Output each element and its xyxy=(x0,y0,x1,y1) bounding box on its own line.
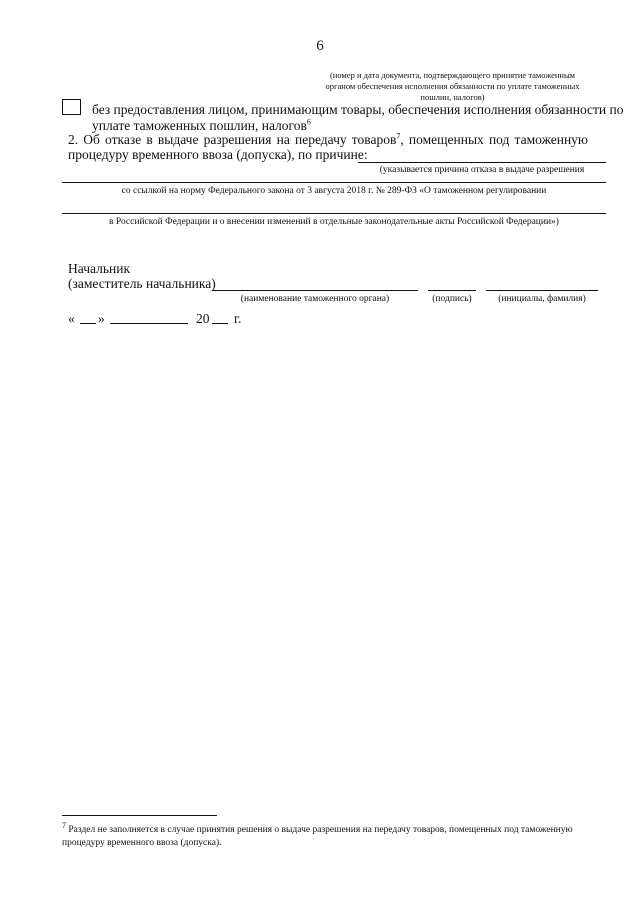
law-reference-line2: в Российской Федерации и о внесении изменений в отдельные законодательные акты Российской Федерации») xyxy=(109,217,559,227)
date-month-field[interactable] xyxy=(110,323,188,324)
footnote-ref-7: 7 xyxy=(396,131,401,141)
date-day-field[interactable] xyxy=(80,323,96,324)
footnote-ref-6: 6 xyxy=(306,117,311,127)
footnote-text: Раздел не заполняется в случае принятия решения о выдаче разрешения на передачу товаров, помещенных под таможенную процедуру временного ввоза (допуска). xyxy=(62,825,573,848)
signature-caption: (подпись) xyxy=(432,294,472,304)
date-quote-open: « xyxy=(68,311,75,326)
law-reference-line1: со ссылкой на норму Федерального закона от 3 августа 2018 г. № 289-ФЗ «О таможенном регулировании xyxy=(121,186,547,196)
signatory-title: Начальник xyxy=(68,261,131,276)
refusal-reason-field[interactable] xyxy=(358,162,606,163)
refusal-reason-field-line2[interactable] xyxy=(62,182,606,183)
date-year-prefix: 20 xyxy=(196,311,210,326)
checkbox-option-line1: без предоставления лицом, принимающим товары, обеспечения исполнения обязанности по xyxy=(92,102,624,117)
refusal-reason-field-line3[interactable] xyxy=(62,213,606,214)
full-name-field[interactable] xyxy=(486,290,598,291)
section2-heading-part2: , помещенных под таможенную xyxy=(400,132,588,147)
full-name-caption: (инициалы, фамилия) xyxy=(498,294,586,304)
section2-heading-part1: 2. Об отказе в выдаче разрешения на передачу товаров xyxy=(68,132,397,147)
date-year-suffix: г. xyxy=(234,311,242,326)
signature-field[interactable] xyxy=(428,290,476,291)
no-security-checkbox[interactable] xyxy=(62,99,81,115)
section2-reason-label: процедуру временного ввоза (допуска), по причине: xyxy=(68,147,368,162)
refusal-reason-hint: (указывается причина отказа в выдаче разрешения xyxy=(379,165,585,175)
footnote-number: 7 xyxy=(62,820,66,830)
customs-organ-caption: (наименование таможенного органа) xyxy=(240,294,390,304)
footnote-divider xyxy=(62,815,217,816)
page-number: 6 xyxy=(316,38,324,54)
date-quote-close: » xyxy=(98,311,105,326)
date-year-field[interactable] xyxy=(212,323,228,324)
checkbox-option-line2-text: уплате таможенных пошлин, налогов xyxy=(92,118,307,133)
signatory-title-deputy: (заместитель начальника) xyxy=(68,276,216,291)
footnote-7 xyxy=(62,820,587,850)
customs-organ-field[interactable] xyxy=(212,290,418,291)
document-number-note: (номер и дата документа, подтверждающего принятие таможенным органом обеспечения исполнения обязанности по уплате таможенных пошлин, налогов) xyxy=(325,70,580,102)
